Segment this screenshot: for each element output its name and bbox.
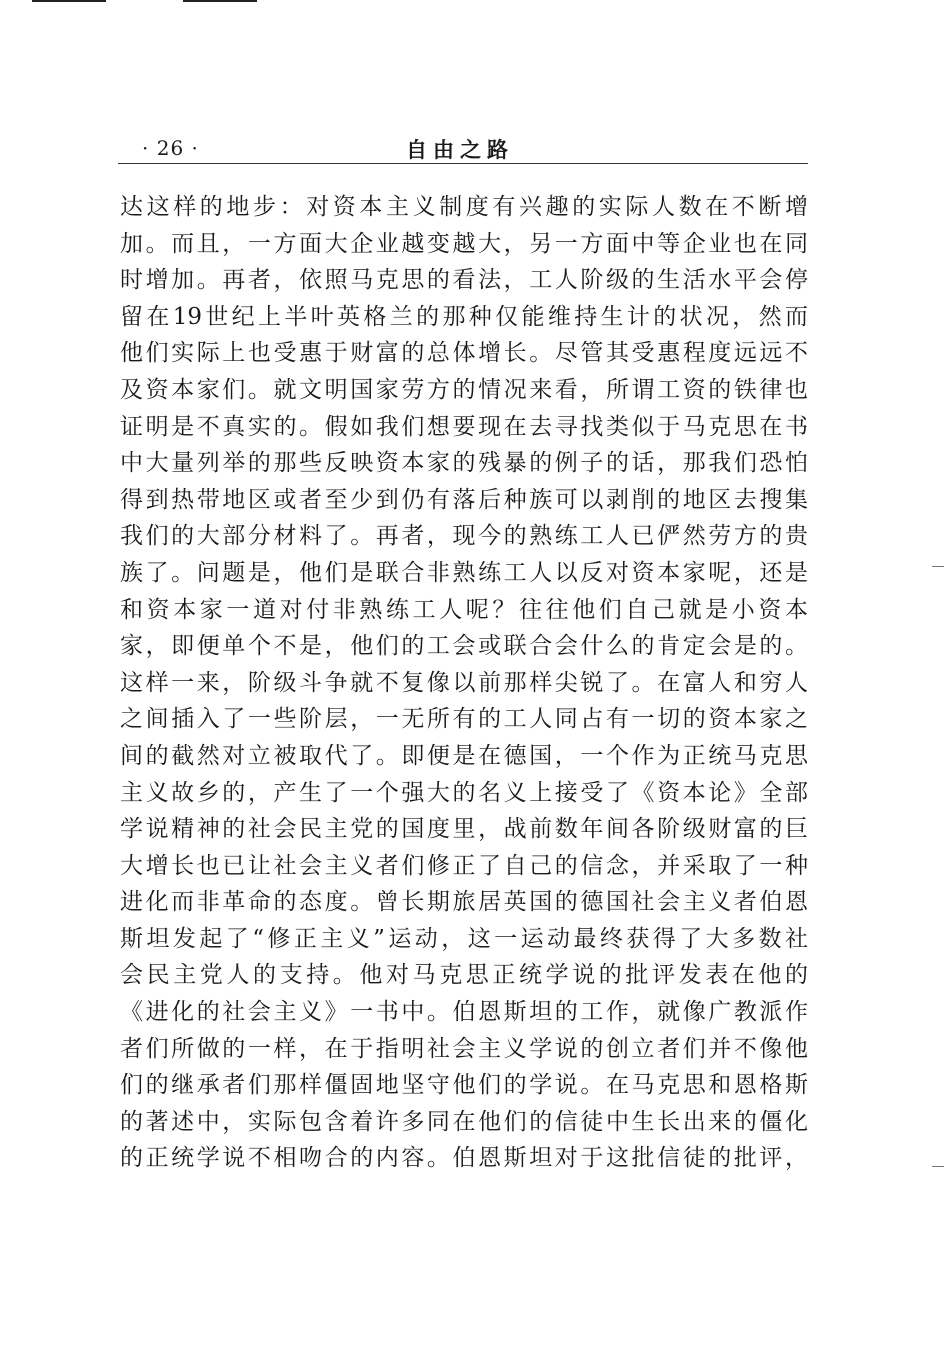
text-line: 们的继承者们那样僵固地坚守他们的学说。在马克思和恩格斯 bbox=[120, 1072, 808, 1099]
text-line: 学说精神的社会民主党的国度里，战前数年间各阶级财富的巨 bbox=[120, 816, 808, 843]
text-line: 留在19世纪上半叶英格兰的那种仅能维持生计的状况，然而 bbox=[120, 303, 808, 330]
text-line: 会民主党人的支持。他对马克思正统学说的批评发表在他的 bbox=[120, 962, 808, 989]
text-line: 得到热带地区或者至少到仍有落后种族可以剥削的地区去搜集 bbox=[120, 486, 808, 513]
text-line: 之间插入了一些阶层，一无所有的工人同占有一切的资本家之 bbox=[120, 706, 808, 733]
text-line: 和资本家一道对付非熟练工人呢？往往他们自己就是小资本 bbox=[120, 596, 808, 623]
scan-mark-top-center bbox=[183, 0, 257, 2]
header-rule bbox=[118, 163, 808, 164]
text-line: 间的截然对立被取代了。即便是在德国，一个作为正统马克思 bbox=[120, 742, 808, 769]
page-header bbox=[118, 134, 808, 164]
text-line: 这样一来，阶级斗争就不复像以前那样尖锐了。在富人和穷人 bbox=[120, 669, 808, 696]
text-line: 族了。问题是，他们是联合非熟练工人以反对资本家呢，还是 bbox=[120, 559, 808, 586]
text-line: 斯坦发起了“修正主义”运动，这一运动最终获得了大多数社 bbox=[120, 925, 808, 952]
text-line: 我们的大部分材料了。再者，现今的熟练工人已俨然劳方的贵 bbox=[120, 523, 808, 550]
text-line: 时增加。再者，依照马克思的看法，工人阶级的生活水平会停 bbox=[120, 267, 808, 294]
scan-mark-right-upper bbox=[932, 566, 944, 567]
scan-mark-right-lower bbox=[932, 1166, 944, 1167]
body-text bbox=[120, 189, 808, 1177]
text-line: 主义故乡的，产生了一个强大的名义上接受了《资本论》全部 bbox=[120, 779, 808, 806]
text-line: 他们实际上也受惠于财富的总体增长。尽管其受惠程度远远不 bbox=[120, 340, 808, 367]
text-line: 家，即便单个不是，他们的工会或联合会什么的肯定会是的。 bbox=[120, 633, 808, 660]
text-line: 的著述中，实际包含着许多同在他们的信徒中生长出来的僵化 bbox=[120, 1108, 808, 1135]
text-line: 中大量列举的那些反映资本家的残暴的例子的话，那我们恐怕 bbox=[120, 450, 808, 477]
text-line: 《进化的社会主义》一书中。伯恩斯坦的工作，就像广教派作 bbox=[120, 999, 808, 1026]
text-line: 达这样的地步：对资本主义制度有兴趣的实际人数在不断增 bbox=[120, 194, 808, 220]
running-title: 自由之路 bbox=[406, 137, 514, 162]
text-line: 证明是不真实的。假如我们想要现在去寻找类似于马克思在书 bbox=[120, 413, 808, 440]
text-line: 的正统学说不相吻合的内容。伯恩斯坦对于这批信徒的批评， bbox=[120, 1145, 808, 1172]
text-line: 加。而且，一方面大企业越变越大，另一方面中等企业也在同 bbox=[120, 230, 808, 257]
text-line: 及资本家们。就文明国家劳方的情况来看，所谓工资的铁律也 bbox=[120, 376, 808, 403]
scan-mark-top-left bbox=[32, 0, 106, 2]
text-line: 者们所做的一样，在于指明社会主义学说的创立者们并不像他 bbox=[120, 1035, 808, 1062]
page-number: · 26 · bbox=[142, 136, 199, 160]
text-line: 进化而非革命的态度。曾长期旅居英国的德国社会主义者伯恩 bbox=[120, 889, 808, 916]
text-line: 大增长也已让社会主义者们修正了自己的信念，并采取了一种 bbox=[120, 852, 808, 879]
